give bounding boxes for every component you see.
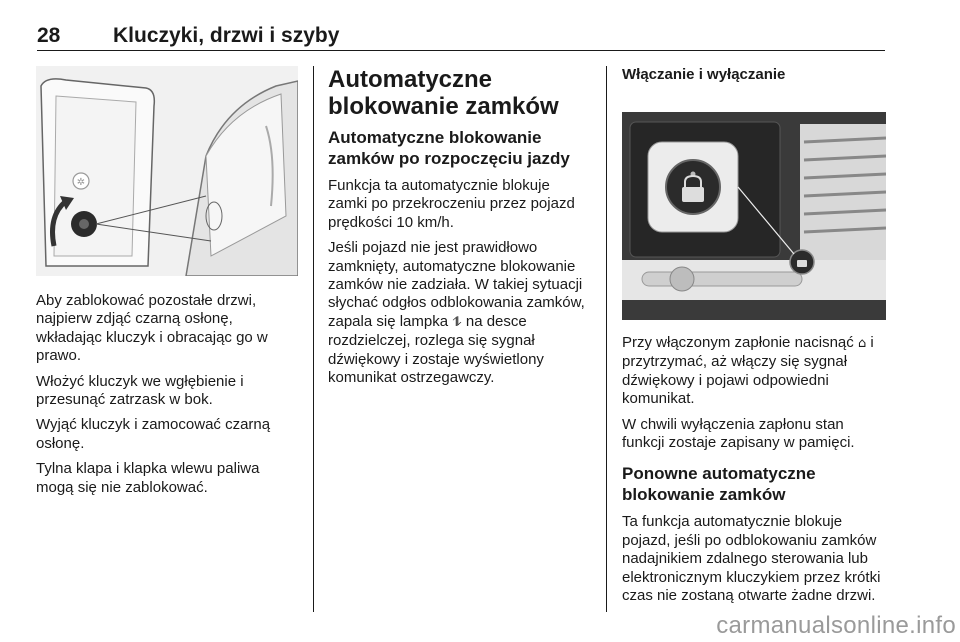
subheading: Włączanie i wyłączanie (622, 66, 786, 83)
svg-text:✲: ✲ (76, 177, 86, 188)
chapter-title: Kluczyki, drzwi i szyby (113, 24, 340, 47)
page-number: 28 (37, 24, 61, 47)
lock-button-illustration (622, 112, 886, 320)
body-paragraph: Ta funkcja automatycznie blokuje pojazd, jeśli po odblokowaniu zamków nadajnikiem zdalnego sterowania lub elektronicznym kluczykiem przez krótki czas nie zostaną otwarte żadne drzwi. (622, 513, 881, 605)
left-column (36, 66, 298, 504)
body-paragraph: Wyjąć kluczyk i zamocować czarną osłonę. (36, 416, 271, 452)
body-paragraph: Włożyć kluczyk we wgłębienie i przesunąć zatrzask w bok. (36, 372, 244, 409)
section-title: Automatyczne blokowanie zamków (328, 66, 559, 120)
section-heading: Ponowne automatyczne blokowanie zamków (622, 464, 816, 504)
column-divider (606, 66, 607, 612)
paragraph-text: Przy włączonym zapłonie nacisnąć (622, 334, 854, 351)
page-header (37, 18, 885, 51)
door-lock-illustration (36, 66, 298, 276)
paragraph-text: na desce rozdzielczej, rozlega się sygnał dźwiękowy i zostaje wyświetlony komunikat ostrzegawczy. (328, 312, 544, 387)
right-column (622, 66, 886, 612)
body-paragraph: W chwili wyłączenia zapłonu stan funkcji zostaje zapisany w pamięci. (622, 415, 855, 452)
paragraph-text: i przytrzymać, aż włączy się sygnał dźwiękowy i pojawi odpowiedni komunikat. (622, 334, 874, 408)
watermark: carmanualsonline.info (716, 612, 956, 639)
paragraph-text: Jeśli pojazd nie jest prawidłowo zamknięty, automatyczne blokowanie zamków nie zadziała. W takiej sytuacji słychać odgłos odblokowania zamków, zapala się lampka (328, 239, 585, 330)
middle-column (328, 66, 590, 394)
body-paragraph: Aby zablokować pozostałe drzwi, najpierw zdjąć czarną osłonę, wkładając kluczyk i obracając go w prawo. (36, 292, 268, 365)
subsection-title: Automatyczne blokowanie zamków po rozpoczęciu jazdy (328, 128, 570, 168)
body-paragraph (328, 239, 590, 387)
lock-icon: ⌂ (857, 336, 867, 351)
body-paragraph: Tylna klapa i klapka wlewu paliwa mogą się nie zablokować. (36, 460, 260, 496)
body-paragraph: Funkcja ta automatycznie blokuje zamki po przekroczeniu przez pojazd prędkości 10 km/h. (328, 177, 575, 231)
body-paragraph (622, 334, 886, 409)
door-open-warning-icon: ⥮ (452, 314, 462, 330)
column-divider (313, 66, 314, 612)
